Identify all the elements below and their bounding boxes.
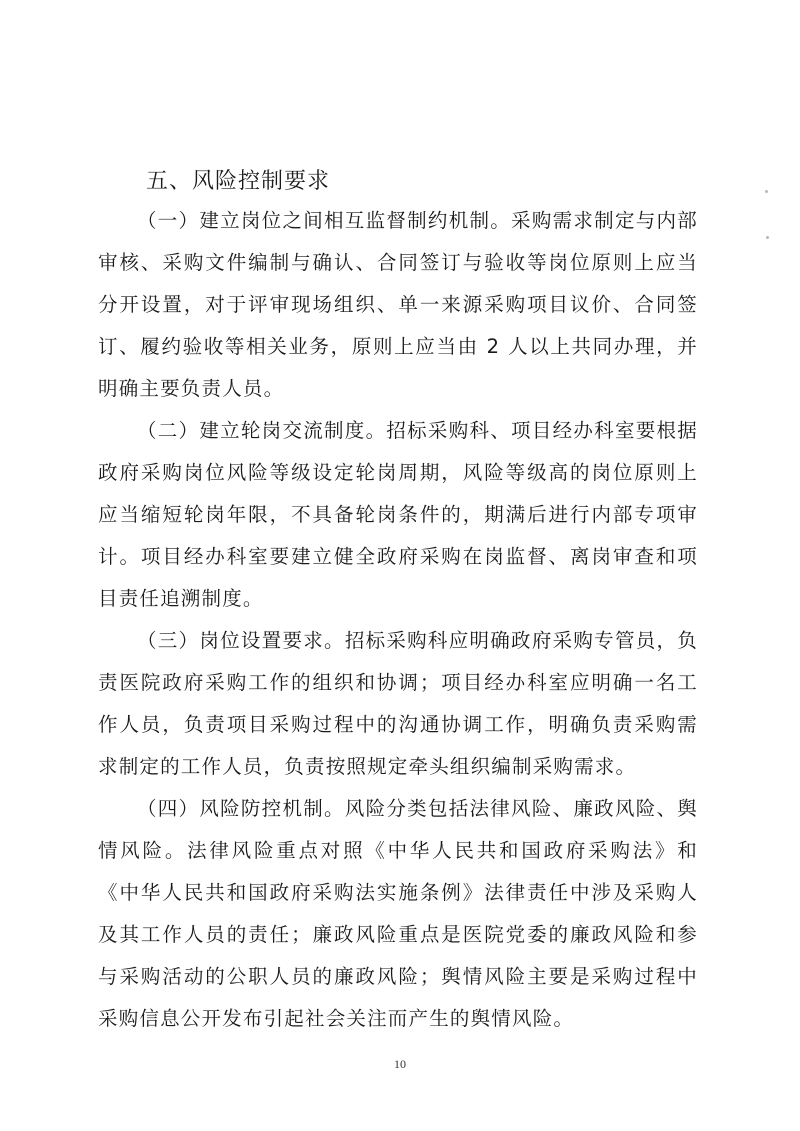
paragraph-4-lead: （四）风险防控机制。	[137, 797, 345, 820]
paragraph-1-body: 采购需求制定与内部审核、采购文件编制与确认、合同签订与验收等岗位原则上应当分开设置，对于评审现场组织、单一来源采购项目议价、合同签订、履约验收等相关业务，原则上应当由 2 人以上共同办理，并明确主要负责人员。	[98, 209, 698, 400]
page-number: 10	[394, 1057, 406, 1071]
scan-speck	[766, 236, 769, 239]
paragraph-2-lead: （二）建立轮岗交流制度。	[137, 419, 387, 442]
paragraph-2-body: 招标采购科、项目经办科室要根据政府采购岗位风险等级设定轮岗周期，风险等级高的岗位原则上应当缩短轮岗年限，不具备轮岗条件的，期满后进行内部专项审计。项目经办科室要建立健全政府采购在岗监督、离岗审查和项目责任追溯制度。	[98, 419, 698, 610]
paragraph-4	[98, 788, 698, 1040]
paragraph-1	[98, 200, 698, 410]
section-heading: 五、风险控制要求	[146, 169, 331, 194]
paragraph-2	[98, 410, 698, 620]
paragraph-1-lead: （一）建立岗位之间相互监督制约机制。	[137, 209, 512, 232]
body-text	[98, 200, 698, 1040]
scan-speck	[765, 190, 768, 193]
paragraph-4-body: 风险分类包括法律风险、廉政风险、舆情风险。法律风险重点对照《中华人民共和国政府采购法》和《中华人民共和国政府采购法实施条例》法律责任中涉及采购人及其工作人员的责任；廉政风险重点是医院党委的廉政风险和参与采购活动的公职人员的廉政风险；舆情风险主要是采购过程中采购信息公开发布引起社会关注而产生的舆情风险。	[98, 797, 698, 1030]
paragraph-3-lead: （三）岗位设置要求。	[137, 629, 345, 652]
paragraph-3	[98, 620, 698, 788]
paragraph-3-body: 招标采购科应明确政府采购专管员，负责医院政府采购工作的组织和协调；项目经办科室应明确一名工作人员，负责项目采购过程中的沟通协调工作，明确负责采购需求制定的工作人员，负责按照规定牵头组织编制采购需求。	[98, 629, 698, 778]
